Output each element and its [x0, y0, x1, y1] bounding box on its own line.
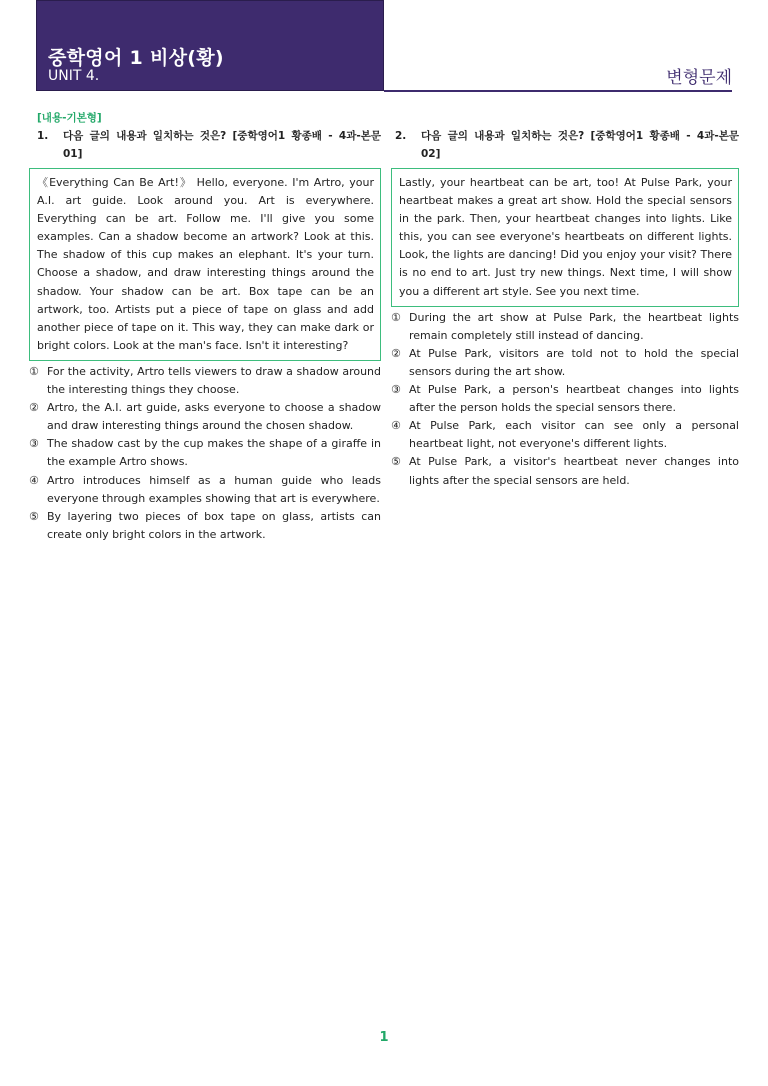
option-text: For the activity, Artro tells viewers to draw a shadow around the interesting things they choose.	[47, 364, 381, 397]
header-unit: UNIT 4.	[48, 68, 100, 84]
option-4[interactable]	[29, 472, 381, 508]
question-number: 1.	[37, 130, 49, 142]
option-text: Artro introduces himself as a human guide who leads everyone through examples showing that art is everywhere.	[47, 473, 381, 505]
option-marker: ①	[391, 310, 401, 324]
option-text: The shadow cast by the cup makes the shape of a giraffe in the example Artro shows.	[47, 437, 381, 469]
question-2-column	[391, 110, 739, 490]
question-1-passage: 《Everything Can Be Art!》 Hello, everyone. I'm Artro, your A.I. art guide. Look around you. Art is everywhere. Everything can be art. Follow me. I'll give you some examples. Can a shadow become an artwork? Look at this. The shadow of this cup makes an elephant. It's your turn. Choose a shadow, and draw interesting things around the shadow. Your shadow can be art. Box tape can be an artwork, too. Artists put a piece of tape on glass and add another piece of tape on it. This way, they can make dark or bright colors. Look at the man's face. Isn't it interesting?	[29, 168, 381, 361]
option-text: At Pulse Park, a visitor's heartbeat never changes into lights after the special sensors are held.	[409, 455, 739, 487]
question-1-options	[29, 363, 381, 544]
option-marker: ②	[29, 401, 39, 415]
header-divider	[384, 90, 732, 92]
option-marker: ⑤	[29, 509, 39, 523]
option-3[interactable]	[29, 435, 381, 471]
section-tag: [내용-기본형]	[37, 112, 102, 124]
question-number: 2.	[395, 130, 407, 142]
option-1[interactable]	[29, 363, 381, 399]
question-1-header	[37, 127, 381, 163]
option-marker: ③	[391, 383, 401, 397]
option-1[interactable]	[391, 309, 739, 345]
option-marker: ④	[29, 473, 39, 487]
question-1-column	[29, 110, 381, 544]
question-2-options	[391, 309, 739, 490]
option-2[interactable]	[29, 399, 381, 435]
option-text: At Pulse Park, a person's heartbeat changes into lights after the person holds the special sensors there.	[409, 383, 739, 415]
option-5[interactable]	[391, 453, 739, 489]
option-text: By layering two pieces of box tape on glass, artists can create only bright colors in the artwork.	[47, 509, 381, 541]
header-right-label: 변형문제	[666, 68, 732, 88]
question-prompt: 다음 글의 내용과 일치하는 것은? [중학영어1 황종배 - 4과-본문 02]	[421, 130, 739, 160]
option-marker: ④	[391, 419, 401, 433]
option-marker: ②	[391, 346, 401, 360]
option-text: During the art show at Pulse Park, the heartbeat lights remain completely still instead of dancing.	[409, 310, 739, 342]
option-marker: ⑤	[391, 455, 401, 469]
option-5[interactable]	[29, 508, 381, 544]
option-marker: ③	[29, 437, 39, 451]
question-2-passage: Lastly, your heartbeat can be art, too! At Pulse Park, your heartbeat makes a great art show. Hold the special sensors in the park. Then, your heartbeat changes into lights. Like this, you can see everyone's heartbeats on different lights. Look, the lights are dancing! Did you enjoy your visit? There is no end to art. Just try new things. Next time, I will show you a different art style. See you next time.	[391, 168, 739, 307]
option-2[interactable]	[391, 345, 739, 381]
question-2-header	[395, 127, 739, 163]
option-text: At Pulse Park, each visitor can see only a personal heartbeat light, not everyone's different lights.	[409, 419, 739, 451]
option-text: Artro, the A.I. art guide, asks everyone to choose a shadow and draw interesting things around the chosen shadow.	[47, 401, 381, 433]
header-banner	[36, 0, 384, 91]
option-marker: ①	[29, 364, 39, 378]
option-4[interactable]	[391, 417, 739, 453]
header-title: 중학영어 1 비상(황)	[48, 47, 224, 69]
page-number: 1	[379, 1030, 389, 1045]
option-text: At Pulse Park, visitors are told not to hold the special sensors during the art show.	[409, 346, 739, 378]
question-prompt: 다음 글의 내용과 일치하는 것은? [중학영어1 황종배 - 4과-본문 01]	[63, 130, 381, 160]
option-3[interactable]	[391, 381, 739, 417]
